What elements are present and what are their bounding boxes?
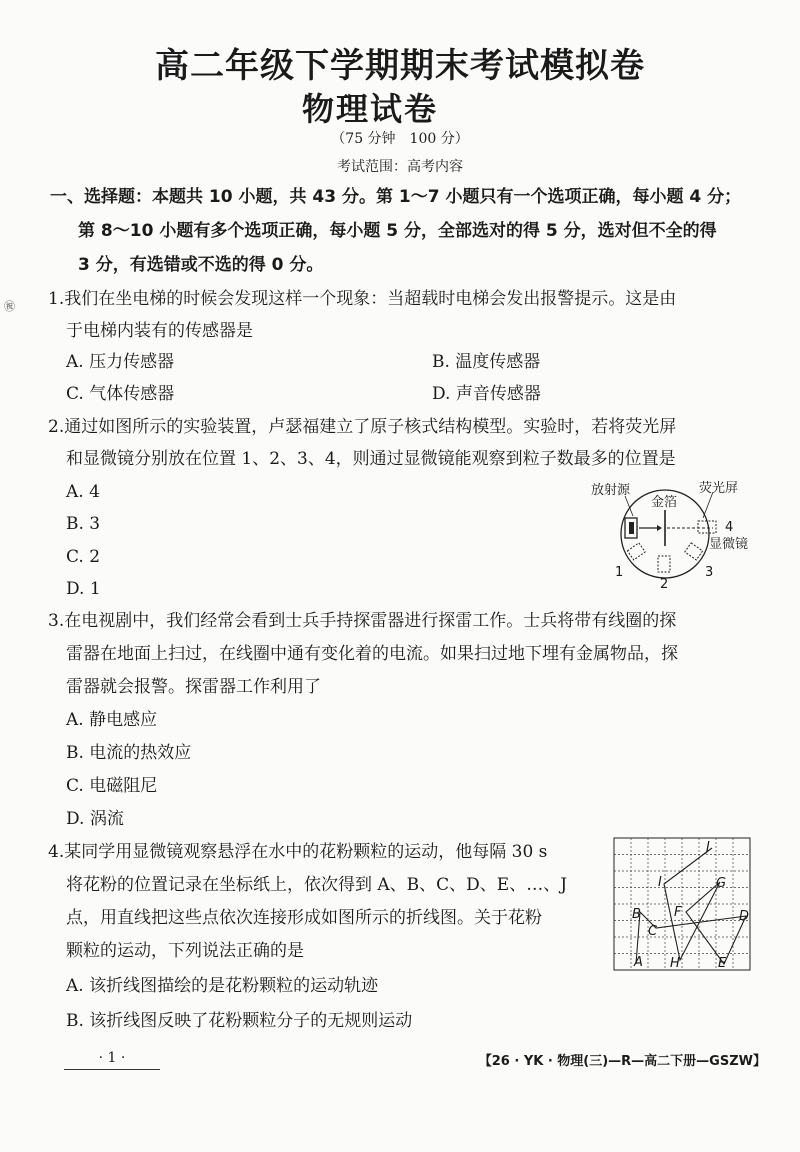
point-label-A: A bbox=[634, 955, 643, 970]
point-label-H: H bbox=[670, 956, 680, 971]
q1-option-b[interactable]: B. 温度传感器 bbox=[432, 352, 541, 372]
brownian-motion-figure bbox=[612, 836, 762, 974]
exam-title: 高二年级下学期期末考试模拟卷 bbox=[155, 46, 645, 86]
q1-option-d[interactable]: D. 声音传感器 bbox=[432, 384, 541, 404]
q4-stem-line2: 将花粉的位置记录在坐标纸上，依次得到 A、B、C、D、E、…、J bbox=[66, 875, 568, 895]
q3-option-a[interactable]: A. 静电感应 bbox=[66, 710, 158, 730]
point-label-F: F bbox=[674, 905, 682, 920]
microscope-pos3 bbox=[685, 543, 703, 560]
point-label-D: D bbox=[739, 909, 750, 924]
q4-stem-line1: 4.某同学用显微镜观察悬浮在水中的花粉颗粒的运动，他每隔 30 s bbox=[48, 842, 548, 862]
q3-option-b[interactable]: B. 电流的热效应 bbox=[66, 743, 192, 763]
radioactive-source bbox=[629, 522, 634, 534]
microscope-pos1 bbox=[627, 543, 645, 560]
time-score: （75 分钟 100 分） bbox=[331, 131, 469, 147]
label-pos3: 3 bbox=[705, 565, 714, 580]
exam-scope: 考试范围：高考内容 bbox=[337, 159, 463, 175]
label-gold-foil: 金箔 bbox=[651, 495, 678, 510]
paper-code: 【26 · YK · 物理(三)—R—高二下册—GSZW】 bbox=[478, 1054, 766, 1069]
q2-option-d[interactable]: D. 1 bbox=[66, 579, 101, 599]
q3-stem-line1: 3.在电视剧中，我们经常会看到士兵手持探雷器进行探雷工作。士兵将带有线圈的探 bbox=[48, 611, 677, 631]
q3-stem-line2: 雷器在地面上扫过，在线圈中通有变化着的电流。如果扫过地下埋有金属物品，探 bbox=[66, 644, 678, 664]
point-label-J: J bbox=[706, 840, 710, 855]
point-label-G: G bbox=[716, 876, 727, 891]
q2-stem-line2: 和显微镜分别放在位置 1、2、3、4，则通过显微镜能观察到粒子数最多的位置是 bbox=[66, 449, 676, 469]
label-pos1: 1 bbox=[615, 565, 624, 580]
section-instructions-line3: 3 分，有选错或不选的得 0 分。 bbox=[78, 255, 324, 275]
label-microscope: 显微镜 bbox=[709, 537, 749, 552]
q3-stem-line3: 雷器就会报警。探雷器工作利用了 bbox=[66, 677, 321, 697]
q4-stem-line3: 点，用直线把这些点依次连接形成如图所示的折线图。关于花粉 bbox=[66, 908, 542, 928]
point-label-C: C bbox=[648, 924, 658, 939]
q2-option-c[interactable]: C. 2 bbox=[66, 547, 101, 567]
label-source: 放射源 bbox=[591, 483, 631, 498]
point-label-I: I bbox=[658, 875, 662, 890]
trajectory-polyline bbox=[636, 848, 746, 964]
binding-margin-mark: ㊗ bbox=[4, 300, 15, 313]
point-label-E: E bbox=[718, 956, 727, 971]
q3-option-c[interactable]: C. 电磁阻尼 bbox=[66, 776, 158, 796]
q1-stem-line2: 于电梯内装有的传感器是 bbox=[66, 321, 253, 341]
subject-title: 物理试卷 bbox=[301, 90, 438, 128]
label-pos4: 4 bbox=[725, 520, 734, 535]
section-instructions-line1: 一、选择题：本题共 10 小题，共 43 分。第 1～7 小题只有一个选项正确，每小题 4 分； bbox=[50, 187, 742, 207]
q4-option-b[interactable]: B. 该折线图反映了花粉颗粒分子的无规则运动 bbox=[66, 1011, 413, 1031]
q1-option-a[interactable]: A. 压力传感器 bbox=[66, 352, 175, 372]
q2-stem-line1: 2.通过如图所示的实验装置，卢瑟福建立了原子核式结构模型。实验时，若将荧光屏 bbox=[48, 417, 677, 437]
q2-option-b[interactable]: B. 3 bbox=[66, 514, 101, 534]
q2-option-a[interactable]: A. 4 bbox=[66, 482, 100, 502]
q1-stem-line1: 1.我们在坐电梯的时候会发现这样一个现象：当超载时电梯会发出报警提示。这是由 bbox=[48, 289, 677, 309]
q4-stem-line4: 颗粒的运动，下列说法正确的是 bbox=[66, 941, 304, 961]
label-screen: 荧光屏 bbox=[699, 481, 739, 496]
coordinate-grid bbox=[614, 838, 750, 970]
label-pos2: 2 bbox=[660, 577, 669, 590]
page-number: · 1 · bbox=[64, 1050, 160, 1070]
point-label-B: B bbox=[632, 907, 641, 922]
microscope-pos2 bbox=[658, 556, 670, 572]
q4-option-a[interactable]: A. 该折线图描绘的是花粉颗粒的运动轨迹 bbox=[66, 976, 379, 996]
section-instructions-line2: 第 8～10 小题有多个选项正确，每小题 5 分，全部选对的得 5 分，选对但不全的得 bbox=[78, 221, 717, 241]
q1-option-c[interactable]: C. 气体传感器 bbox=[66, 384, 175, 404]
q3-option-d[interactable]: D. 涡流 bbox=[66, 809, 124, 829]
rutherford-apparatus-figure bbox=[585, 478, 785, 590]
